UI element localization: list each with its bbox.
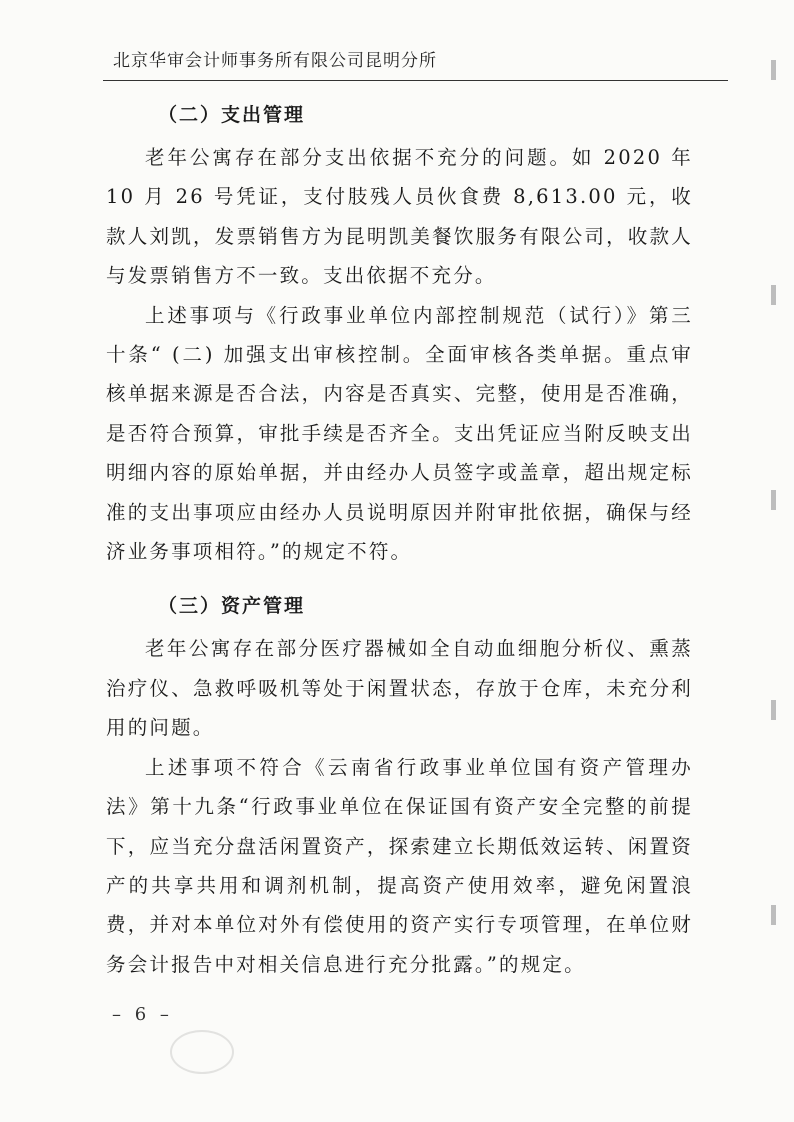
document-header: 北京华审会计师事务所有限公司昆明分所	[113, 51, 437, 71]
section-heading-assets: （三）资产管理	[158, 595, 306, 618]
scan-edge-mark	[771, 700, 776, 720]
scan-edge-mark	[771, 60, 776, 80]
paragraph: 上述事项与《行政事业单位内部控制规范（试行）》第三十条“ (二) 加强支出审核控制。全面审核各类单据。重点审核单据来源是否合法，内容是否真实、完整，使用是否准确，是否符合预算，审批手续是否齐全。支出凭证应当附反映支出明细内容的原始单据，并由经办人员签字或盖章，超出规定标准的支出事项应由经办人员说明原因并附审批依据，确保与经济业务事项相符。”的规定不符。	[106, 303, 693, 564]
header-divider	[103, 80, 728, 81]
document-body	[106, 92, 693, 984]
paragraph: 老年公寓存在部分医疗器械如全自动血细胞分析仪、熏蒸治疗仪、急救呼吸机等处于闲置状态，存放于仓库，未充分利用的问题。	[106, 637, 693, 740]
section-heading-expenditure: （二）支出管理	[158, 104, 306, 126]
paragraph: 上述事项不符合《云南省行政事业单位国有资产管理办法》第十九条“行政事业单位在保证国有资产安全完整的前提下，应当充分盘活闲置资产，探索建立长期低效运转、闲置资产的共享共用和调剂机制，提高资产使用效率，避免闲置浪费，并对本单位对外有偿使用的资产实行专项管理，在单位财务会计报告中对相关信息进行充分批露。”的规定。	[106, 755, 693, 976]
scan-edge-mark	[771, 490, 776, 510]
paragraph: 老年公寓存在部分支出依据不充分的问题。如 2020 年 10 月 26 号凭证，支付肢残人员伙食费 8,613.00 元，收款人刘凯，发票销售方为昆明凯美餐饮服务有限公司，收款人与发票销售方不一致。支出依据不充分。	[106, 146, 693, 288]
scan-smudge	[170, 1030, 234, 1074]
scan-edge-mark	[771, 285, 776, 305]
scan-edge-mark	[771, 905, 776, 925]
page-number: – 6 –	[112, 1004, 173, 1025]
